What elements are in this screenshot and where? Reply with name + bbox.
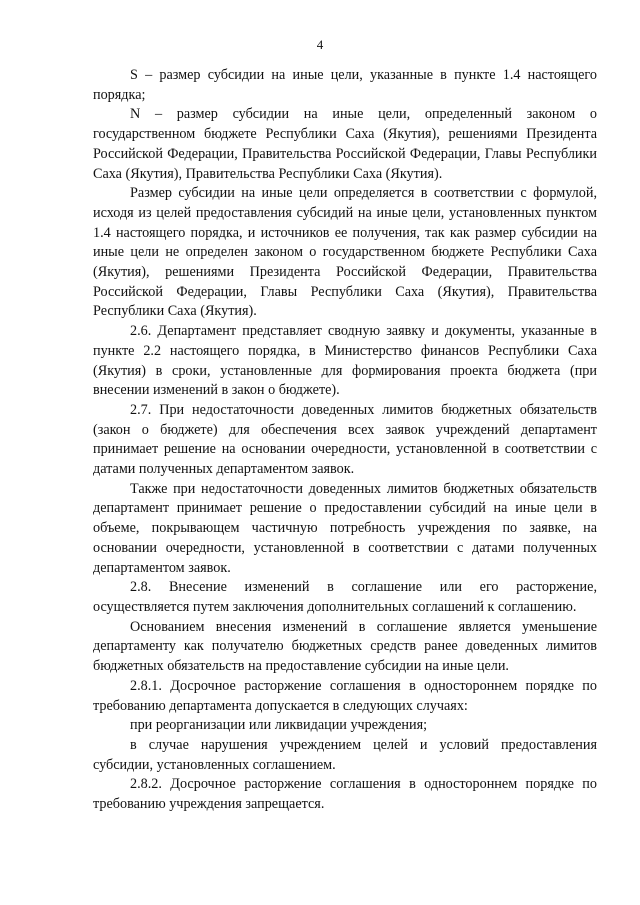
formula-symbol-n: N	[130, 106, 141, 123]
paragraph-2-7-also: Также при недостаточности доведенных лимитов бюджетных обязательств департамент принимает решение о предоставлении субсидий на иные цели в объеме, покрывающем частичную потребность учреждения по заявке, на основании очередности, установленной в соответствии с датами полученных департаментом заявок.	[93, 480, 597, 576]
paragraph-subsidy-size: Размер субсидии на иные цели определяется в соответствии с формулой, исходя из целей предоставления субсидий на иные цели, установленных пунктом 1.4 настоящего порядка, и источников ее получения, так как размер субсидии на иные цели не определен законом о государственном бюджете Республики Саха (Якутия), решениями Президента Российской Федерации, Правительства Российской Федерации, Главы Республики Саха (Якутия), Правительства Республики Саха (Якутия).	[93, 185, 597, 320]
paragraph-2-8-1-case-1: при реорганизации или ликвидации учреждения;	[130, 717, 428, 734]
paragraph-s-definition	[93, 66, 597, 105]
paragraph-2-6: 2.6. Департамент представляет сводную заявку и документы, указанные в пункте 2.2 настоящего порядка, в Министерство финансов Республики Саха (Якутия) в сроки, установленные для формирования проекта бюджета (при внесении изменений в закон о бюджете).	[93, 323, 597, 399]
page-number: 4	[316, 37, 324, 52]
paragraph-2-8: 2.8. Внесение изменений в соглашение или его расторжение, осуществляется путем заключения дополнительных соглашений к соглашению.	[93, 579, 597, 615]
paragraph-text: – размер субсидии на иные цели, определенный законом о государственном бюджете Республики Саха (Якутия), решениями Президента Российской Федерации, Правительства Российской Федерации, Главы Республики Саха (Якутия), Правительства Республики Саха (Якутия).	[93, 106, 597, 182]
document-body	[93, 66, 597, 815]
paragraph-n-definition	[93, 105, 597, 184]
paragraph-2-8-2: 2.8.2. Досрочное расторжение соглашения в одностороннем порядке по требованию учреждения запрещается.	[93, 776, 597, 813]
paragraph-2-7: 2.7. При недостаточности доведенных лимитов бюджетных обязательств (закон о бюджете) для обеспечения всех заявок учреждений департамент принимает решение на основании очередности, установленной в соответствии с датами полученных департаментом заявок.	[93, 401, 597, 478]
paragraph-2-8-1: 2.8.1. Досрочное расторжение соглашения в одностороннем порядке по требованию департамента допускается в следующих случаях:	[93, 677, 597, 714]
paragraph-2-8-1-case-2: в случае нарушения учреждением целей и условий предоставления субсидии, установленных соглашением.	[93, 736, 597, 773]
paragraph-text: – размер субсидии на иные цели, указанные в пункте 1.4 настоящего порядка;	[93, 67, 597, 103]
formula-symbol-s: S	[130, 67, 138, 83]
paragraph-2-8-basis: Основанием внесения изменений в соглашение является уменьшение департаменту как получателю бюджетных средств ранее доведенных лимитов бюджетных обязательств на предоставление субсидии на иные цели.	[93, 618, 597, 675]
